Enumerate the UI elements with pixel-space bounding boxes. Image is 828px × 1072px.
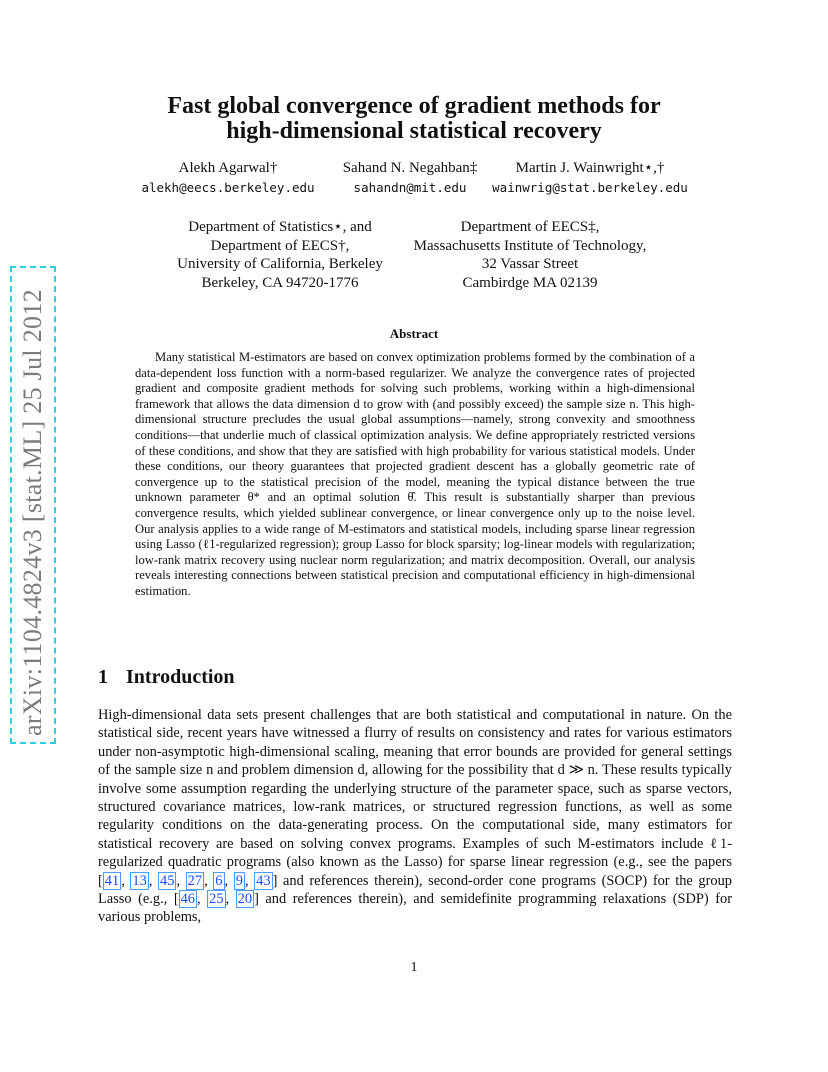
citation-link[interactable]: 13	[132, 872, 147, 889]
page-number: 1	[410, 960, 418, 975]
citation-link[interactable]: 41	[104, 872, 120, 889]
citation-link[interactable]: 43	[256, 872, 271, 889]
affiliation-line: 32 Vassar Street	[481, 256, 579, 272]
affiliation-right	[400, 218, 660, 292]
affiliation-line: Department of EECS†,	[210, 237, 350, 254]
author-name: Alekh Agarwal†	[178, 160, 278, 176]
abstract-heading: Abstract	[389, 326, 439, 341]
affiliation-line: Massachusetts Institute of Technology,	[413, 237, 647, 254]
affiliation-line: Department of EECS‡,	[460, 219, 600, 235]
intro-text-2: and references therein), second-order cone programs (SOCP) for the group Lasso (e.g.,	[98, 872, 733, 908]
intro-text-3: and references therein), and semidefinite programming relaxations (SDP) for various problems,	[98, 891, 733, 926]
affiliation-line: Cambirdge MA 02139	[462, 274, 598, 291]
author-email: sahandn@mit.edu	[353, 180, 467, 195]
author-email: alekh@eecs.berkeley.edu	[141, 180, 315, 195]
affiliation-line: Department of Statistics⋆, and	[188, 219, 372, 235]
intro-text-1: High-dimensional data sets present challenges that are both statistical and computational in nature. On the statistical side, recent years have witnessed a flurry of results on consistency and rates for various estimators under non-asymptotic high-dimensional scaling, meaning that error bounds are provided for general settings of the sample size n and problem dimension d, allowing for the possibility that d ≫ n. These results typically involve some assumption regarding the underlying structure of the parameter space, such as sparse vectors, structured covariance matrices, low-rank matrices, or structured regression functions, as well as some regularity conditions on the data-generating process. On the computational side, many estimators for statistical recovery are based on solving convex programs. Examples of such M-estimators include ℓ1-regularized quadratic programs (also known as the Lasso) for sparse linear regression (e.g., see the papers	[98, 707, 732, 871]
arxiv-stamp[interactable]: arXiv:1104.4824v3 [stat.ML] 25 Jul 2012	[18, 289, 47, 736]
paper-title	[0, 94, 828, 144]
section-number: 1	[98, 666, 108, 688]
citation-link[interactable]: 20	[237, 891, 253, 908]
title-line-1: Fast global convergence of gradient methods for	[167, 93, 661, 119]
section-title: Introduction	[126, 666, 235, 688]
abstract-text: Many statistical M-estimators are based on convex optimization problems formed by the combination of a data-dependent loss function with a norm-based regularizer. We analyze the convergence rates of projected gradient and composite gradient methods for solving such problems, working within a high-dimensional framework that allows the data dimension d to grow with (and possibly exceed) the sample size n. This high-dimensional structure precludes the usual global assumptions—namely, strong convexity and smoothness conditions—that underlie much of classical optimization analysis. We define appropriately restricted versions of these conditions, and show that they are satisfied with high probability for various statistical models. Under these conditions, our theory guarantees that projected gradient descent has a globally geometric rate of convergence up to the statistical precision of the model, meaning the typical distance between the true unknown parameter θ* and an optimal solution θ̂. This result is substantially sharper than previous convergence results, which yielded sublinear convergence, or linear convergence only up to the noise level. Our analysis applies to a wide range of M-estimators and statistical models, including sparse linear regression using Lasso (ℓ1-regularized regression); group Lasso for block sparsity; log-linear models with regularization; low-rank matrix recovery using nuclear norm regularization; and matrix decomposition. Overall, our analysis reveals interesting connections between statistical precision and computational efficiency in high-dimensional estimation.	[135, 350, 695, 598]
author-agarwal	[128, 158, 328, 198]
author-email: wainwrig@stat.berkeley.edu	[492, 180, 688, 195]
citation-link[interactable]: 27	[187, 872, 203, 889]
affiliation-line: Berkeley, CA 94720-1776	[201, 274, 359, 291]
affiliation-line: University of California, Berkeley	[177, 256, 383, 272]
citation-link[interactable]: 6	[215, 872, 223, 889]
author-wainwright	[480, 158, 700, 198]
citation-link[interactable]: 9	[235, 872, 243, 889]
citation-link[interactable]: 46	[180, 891, 195, 908]
intro-paragraph: High-dimensional data sets present challenges that are both statistical and computational in nature. On the statistical side, recent years have witnessed a flurry of results on consistency and rates for various estimators under non-asymptotic high-dimensional scaling, meaning that error bounds are provided for general settings of the sample size n and problem dimension d, allowing for the possibility that d ≫ n. These results typically involve some assumption regarding the underlying structure of the parameter space, such as sparse vectors, structured covariance matrices, low-rank matrices, or structured regression functions, as well as some regularity conditions on the data-generating process. On the computational side, many estimators for statistical recovery are based on solving convex programs. Examples of such M-estimators include ℓ1-regularized quadratic programs (also known as the Lasso) for sparse linear regression (e.g., see the papers [ 41 , 13 , 45 , 27 , 6 , 9 , 43 ] and references therein), second-order cone programs (SOCP) for the group Lasso (e.g., [ 46 , 25 , 20 ] and references therein), and semidefinite programming relaxations (SDP) for various problems,	[98, 707, 733, 926]
section-heading	[98, 666, 235, 689]
author-name: Martin J. Wainwright⋆,†	[515, 160, 665, 176]
affiliation-left	[160, 218, 400, 292]
title-line-2: high-dimensional statistical recovery	[226, 118, 602, 144]
author-name: Sahand N. Negahban‡	[342, 160, 478, 176]
citation-link[interactable]: 45	[160, 872, 175, 889]
citation-link[interactable]: 25	[209, 891, 224, 908]
